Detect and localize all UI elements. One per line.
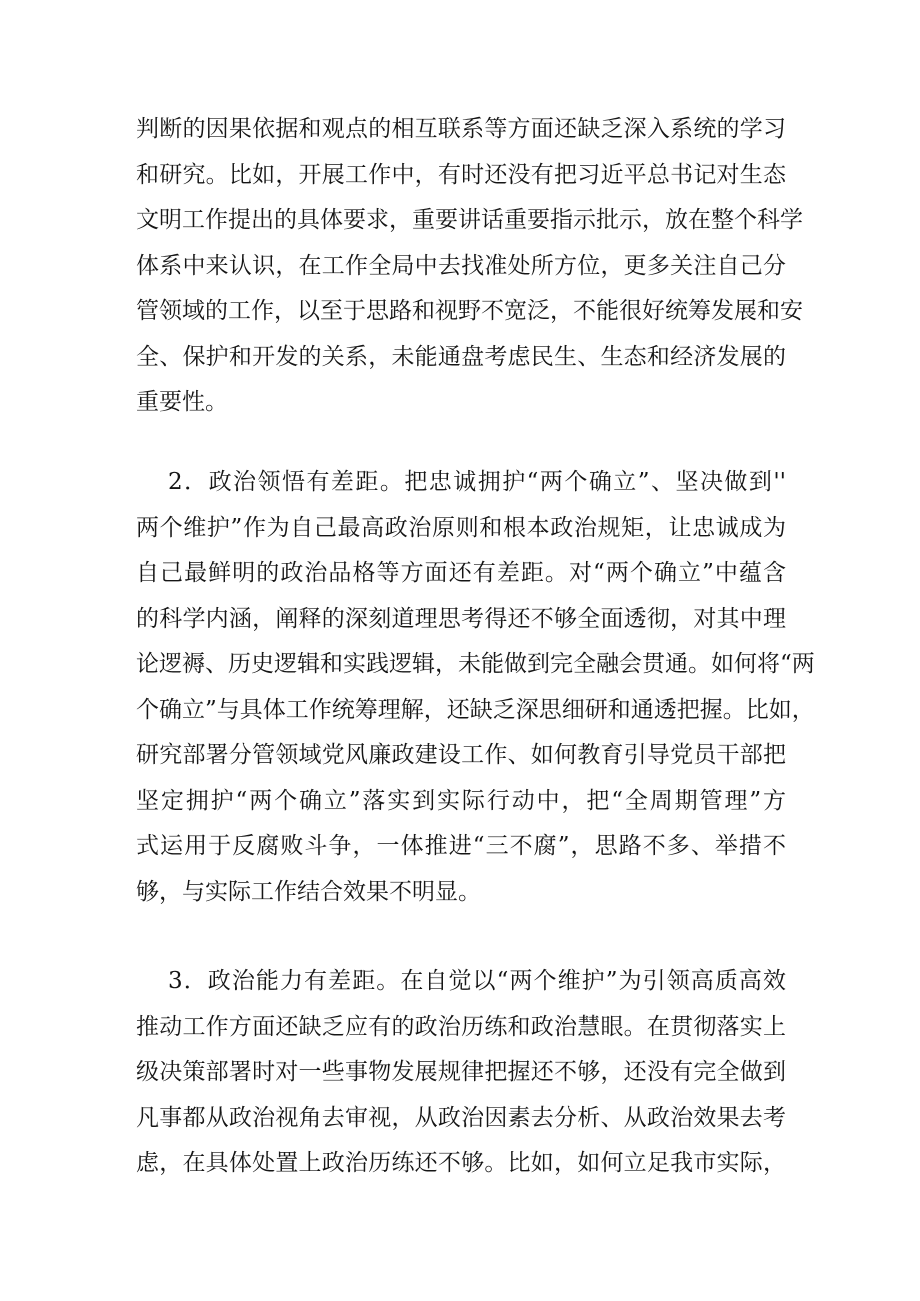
paragraph-line: 两个维护”作为自己最高政治原则和根本政治规矩，让忠诚成为 bbox=[136, 514, 786, 541]
paragraph-line: 3．政治能力有差距。在自觉以“两个维护”为引领高质高效 bbox=[168, 968, 786, 994]
paragraph-line: 文明工作提出的具体要求，重要讲话重要指示批示，放在整个科学 bbox=[136, 207, 803, 233]
paragraph-line: 论逻褥、历史逻辑和实践逻辑，未能做到完全融会贯通。如何将“两 bbox=[136, 651, 815, 677]
paragraph-line: 坚定拥护“两个确立”落实到实际行动中，把“全周期管理”方 bbox=[136, 787, 786, 814]
paragraph-3 bbox=[136, 959, 786, 1187]
paragraph-line: 的科学内涵，阐释的深刻道理思考得还不够全面透彻，对其中理 bbox=[136, 605, 786, 632]
paragraph-line: 体系中来认识，在工作全局中去找准处所方位，更多关注自己分 bbox=[136, 252, 786, 279]
paragraph-line: 和研究。比如，开展工作中，有时还没有把习近平总书记对生态 bbox=[136, 161, 786, 188]
paragraph-line: 管领域的工作，以至于思路和视野不宽泛，不能很好统筹发展和安 bbox=[136, 298, 803, 324]
paragraph-line: 全、保护和开发的关系，未能通盘考虑民生、生态和经济发展的 bbox=[136, 343, 786, 370]
paragraph-1 bbox=[136, 107, 803, 426]
paragraph-line: 式运用于反腐败斗争，一体推进“三不腐”，思路不多、举措不 bbox=[136, 833, 786, 859]
paragraph-2 bbox=[136, 460, 815, 915]
paragraph-line: 够，与实际工作结合效果不明显。 bbox=[136, 878, 481, 905]
paragraph-line: 研究部署分管领域党风廉政建设工作、如何教育引导党员干部把 bbox=[136, 742, 786, 768]
paragraph-line: 重要性。 bbox=[136, 389, 228, 415]
paragraph-line: 个确立”与具体工作统筹理解，还缺乏深思细研和通透把握。比如， bbox=[136, 696, 815, 723]
paragraph-line: 级决策部署时对一些事物发展规律把握还不够，还没有完全做到 bbox=[136, 1059, 786, 1085]
paragraph-line: 自己最鲜明的政治品格等方面还有差距。对“两个确立”中蕴含 bbox=[136, 560, 786, 586]
paragraph-line: 虑，在具体处置上政治历练还不够。比如，如何立足我市实际， bbox=[136, 1150, 786, 1176]
paragraph-line: 凡事都从政治视角去审视，从政治因素去分析、从政治效果去考 bbox=[136, 1104, 786, 1131]
paragraph-line: 2．政治领悟有差距。把忠诚拥护“两个确立”、坚决做到'' bbox=[168, 469, 786, 495]
paragraph-line: 推动工作方面还缺乏应有的政治历练和政治慧眼。在贯彻落实上 bbox=[136, 1013, 786, 1040]
paragraph-line: 判断的因果依据和观点的相互联系等方面还缺乏深入系统的学习 bbox=[136, 116, 786, 142]
